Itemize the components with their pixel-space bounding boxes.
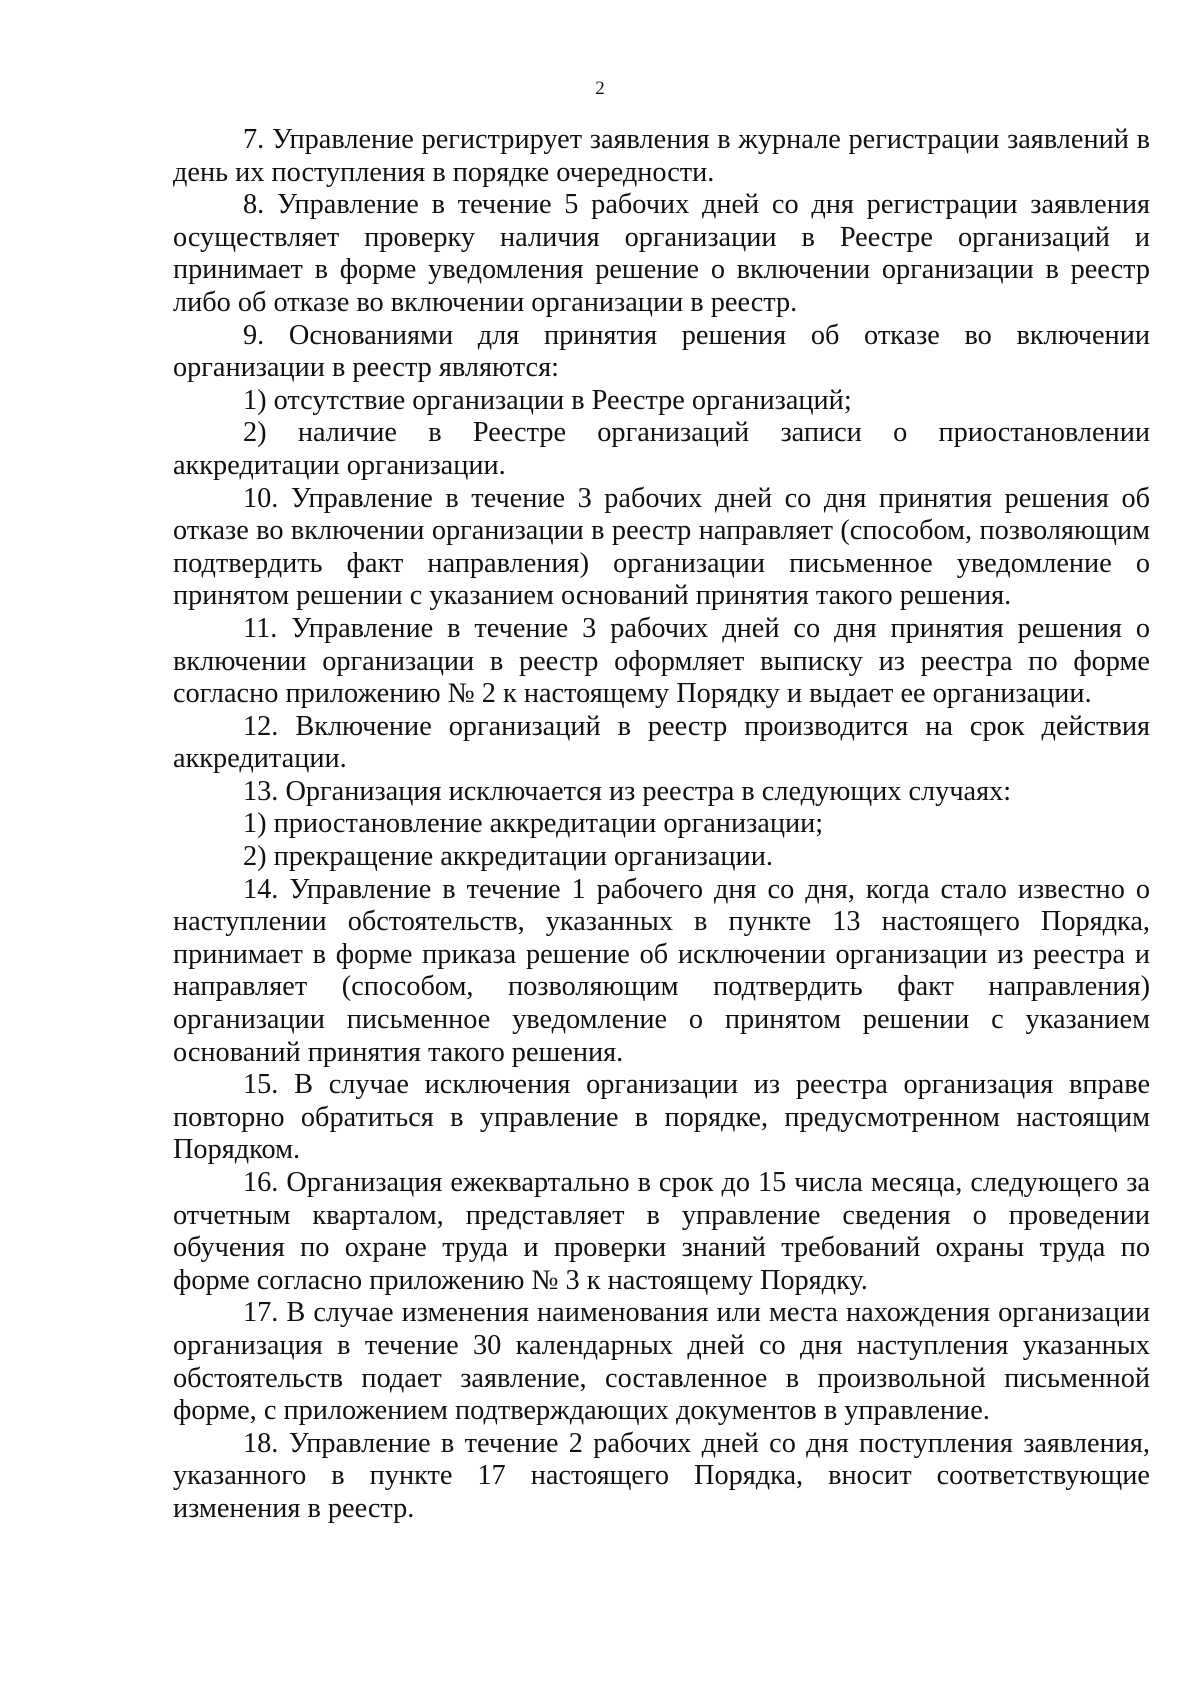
- paragraph-7: 7. Управление регистрирует заявления в журнале регистрации заявлений в день их поступления в порядке очередности.: [173, 124, 1150, 188]
- paragraph-8: 8. Управление в течение 5 рабочих дней со дня регистрации заявления осуществляет проверку наличия организации в Реестре организаций и принимает в форме уведомления решение о включении организации в реестр либо об отказе во включении организации в реестр.: [173, 189, 1150, 318]
- paragraph-17: 17. В случае изменения наименования или места нахождения организации организация в течение 30 календарных дней со дня наступления указанных обстоятельств подает заявление, составленное в произвольной письменной форме, с приложением подтверждающих документов в управление.: [173, 1297, 1150, 1427]
- document-body: [173, 124, 1150, 1526]
- paragraph-13-item-1: 1) приостановление аккредитации организации;: [243, 808, 824, 840]
- paragraph-9: 9. Основаниями для принятия решения об отказе во включении организации в реестр являются:: [173, 319, 1150, 384]
- paragraph-13: 13. Организация исключается из реестра в следующих случаях:: [243, 775, 1012, 807]
- paragraph-9-item-1: 1) отсутствие организации в Реестре организаций;: [243, 384, 852, 416]
- paragraph-18: 18. Управление в течение 2 рабочих дней со дня поступления заявления, указанного в пункте 17 настоящего Порядка, вносит соответствующие изменения в реестр.: [173, 1427, 1150, 1524]
- paragraph-11: 11. Управление в течение 3 рабочих дней со дня принятия решения о включении организации в реестр оформляет выписку из реестра по форме согласно приложению № 2 к настоящему Порядку и выдает ее организации.: [173, 612, 1150, 710]
- paragraph-9-item-2: 2) наличие в Реестре организаций записи о приостановлении аккредитации организации.: [173, 417, 1150, 481]
- page-number: 2: [595, 78, 605, 99]
- paragraph-12: 12. Включение организаций в реестр производится на срок действия аккредитации.: [173, 710, 1150, 775]
- paragraph-13-item-2: 2) прекращение аккредитации организации.: [243, 841, 773, 873]
- paragraph-16: 16. Организация ежеквартально в срок до 15 числа месяца, следующего за отчетным кварталом, представляет в управление сведения о проведении обучения по охране труда и проверки знаний требований охраны труда по форме согласно приложению № 3 к настоящему Порядку.: [173, 1167, 1150, 1296]
- paragraph-10: 10. Управление в течение 3 рабочих дней со дня принятия решения об отказе во включении организации в реестр направляет (способом, позволяющим подтвердить факт направления) организации письменное уведомление о принятом решении с указанием оснований принятия такого решения.: [173, 482, 1150, 612]
- paragraph-15: 15. В случае исключения организации из реестра организация вправе повторно обратиться в управление в порядке, предусмотренном настоящим Порядком.: [173, 1069, 1150, 1166]
- paragraph-14: 14. Управление в течение 1 рабочего дня со дня, когда стало известно о наступлении обстоятельств, указанных в пункте 13 настоящего Порядка, принимает в форме приказа решение об исключении организации из реестра и направляет (способом, позволяющим подтвердить факт направления) организации письменное уведомление о принятом решении с указанием оснований принятия такого решения.: [173, 873, 1150, 1068]
